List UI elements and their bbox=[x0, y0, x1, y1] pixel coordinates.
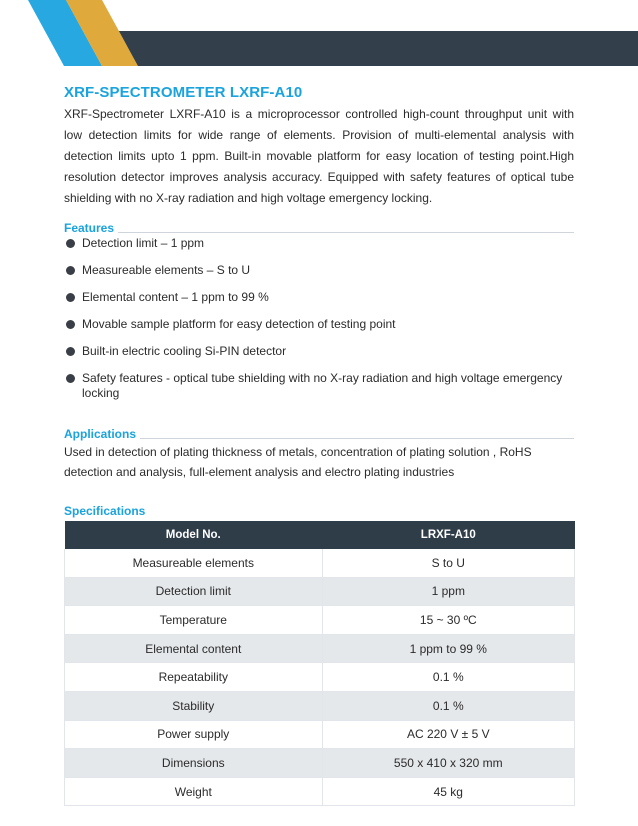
bullet-icon bbox=[66, 347, 75, 356]
table-row bbox=[65, 663, 575, 692]
table-row bbox=[65, 720, 575, 749]
spec-label: Dimensions bbox=[65, 749, 323, 778]
spec-label: Repeatability bbox=[65, 663, 323, 692]
table-header-cell: Model No. bbox=[65, 521, 323, 549]
table-row bbox=[65, 777, 575, 806]
spec-label: Stability bbox=[65, 691, 323, 720]
applications-heading-rule bbox=[140, 438, 574, 439]
feature-item: Measureable elements – S to U bbox=[64, 263, 574, 278]
header-dark-band bbox=[108, 31, 638, 66]
feature-item: Detection limit – 1 ppm bbox=[64, 236, 574, 251]
spec-value: 0.1 % bbox=[322, 691, 574, 720]
product-intro: XRF-Spectrometer LXRF-A10 is a microprocessor controlled high-count throughput unit with low detection limits for wide range of elements. Provision of multi-elemental analysis with detection limits upto 1 ppm. Built-in movable platform for easy location of testing point.High resolution detector improves analysis accuracy. Equipped with safety features of optical tube shielding with no X-ray radiation and high voltage emergency locking. bbox=[64, 107, 574, 205]
bullet-icon bbox=[66, 374, 75, 383]
spec-value: 45 kg bbox=[322, 777, 574, 806]
feature-item: Safety features - optical tube shielding with no X-ray radiation and high voltage emergency locking bbox=[64, 371, 574, 401]
spec-value: 550 x 410 x 320 mm bbox=[322, 749, 574, 778]
table-row bbox=[65, 577, 575, 606]
table-row bbox=[65, 634, 575, 663]
product-title: XRF-SPECTROMETER LXRF-A10 bbox=[64, 84, 303, 101]
applications-text: Used in detection of plating thickness of metals, concentration of plating solution , RoHS detection and analysis, full-element analysis and electro plating industries bbox=[64, 445, 532, 479]
features-heading-rule bbox=[118, 232, 574, 233]
spec-label: Weight bbox=[65, 777, 323, 806]
applications-heading bbox=[64, 425, 574, 441]
spec-label: Detection limit bbox=[65, 577, 323, 606]
bullet-icon bbox=[66, 239, 75, 248]
specifications-heading-label: Specifications bbox=[64, 504, 146, 518]
feature-item: Built-in electric cooling Si-PIN detector bbox=[64, 344, 574, 359]
specifications-heading bbox=[64, 502, 574, 518]
header-banner bbox=[0, 0, 638, 66]
features-list bbox=[64, 236, 574, 413]
applications-heading-label: Applications bbox=[64, 427, 137, 441]
table-row bbox=[65, 691, 575, 720]
spec-label: Temperature bbox=[65, 606, 323, 635]
feature-item: Elemental content – 1 ppm to 99 % bbox=[64, 290, 574, 305]
table-row bbox=[65, 749, 575, 778]
spec-label: Power supply bbox=[65, 720, 323, 749]
bullet-icon bbox=[66, 320, 75, 329]
spec-label: Measureable elements bbox=[65, 549, 323, 577]
table-header-cell: LRXF-A10 bbox=[322, 521, 574, 549]
spec-value: AC 220 V ± 5 V bbox=[322, 720, 574, 749]
table-header-row bbox=[65, 521, 575, 549]
spec-value: 1 ppm bbox=[322, 577, 574, 606]
spec-value: 0.1 % bbox=[322, 663, 574, 692]
specifications-table bbox=[64, 521, 575, 806]
features-heading-label: Features bbox=[64, 221, 115, 235]
table-row bbox=[65, 549, 575, 577]
bullet-icon bbox=[66, 293, 75, 302]
features-heading bbox=[64, 219, 574, 235]
table-row bbox=[65, 606, 575, 635]
feature-item: Movable sample platform for easy detection of testing point bbox=[64, 317, 574, 332]
spec-value: 1 ppm to 99 % bbox=[322, 634, 574, 663]
spec-value: S to U bbox=[322, 549, 574, 577]
bullet-icon bbox=[66, 266, 75, 275]
spec-value: 15 ~ 30 ºC bbox=[322, 606, 574, 635]
spec-label: Elemental content bbox=[65, 634, 323, 663]
